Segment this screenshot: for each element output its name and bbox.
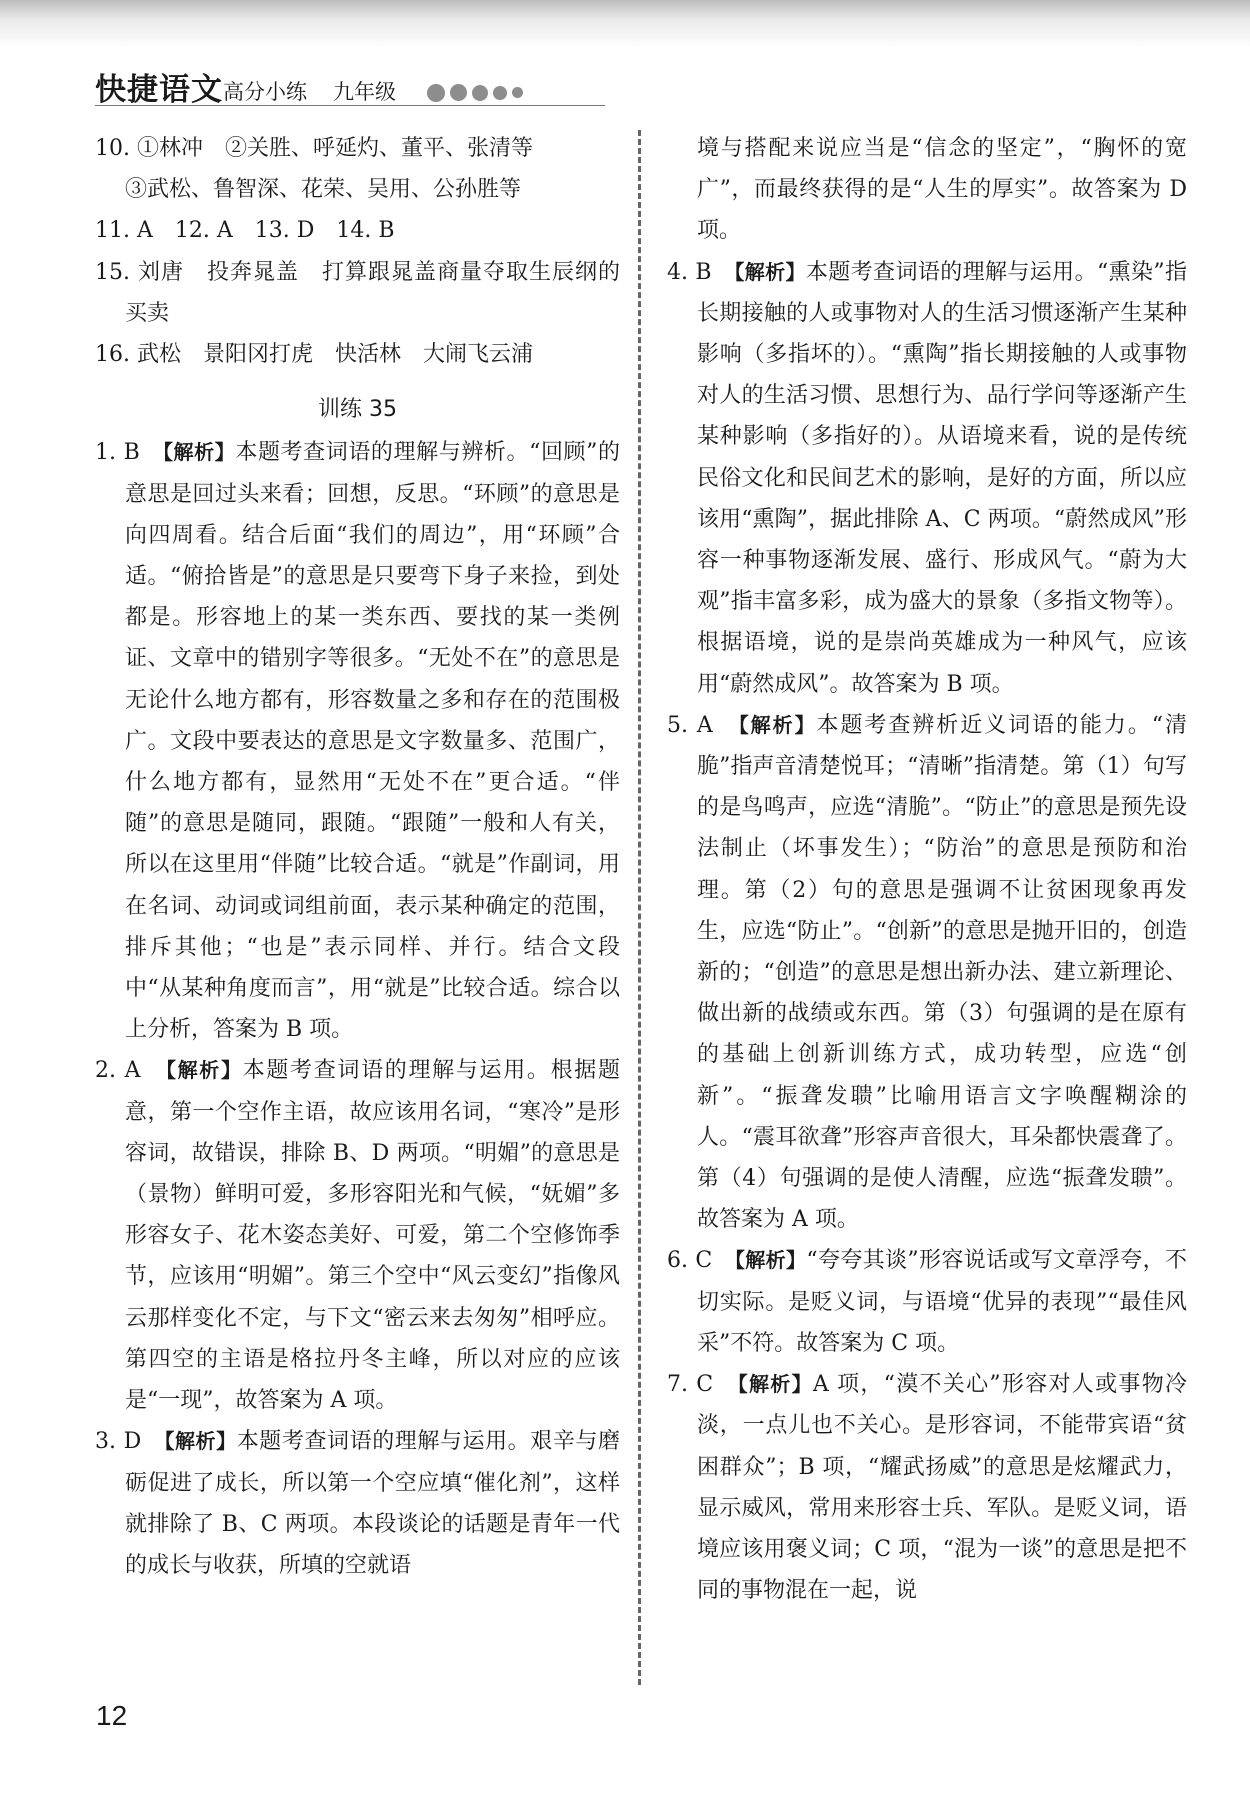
right-column [667, 128, 1187, 1611]
dot-icon [512, 87, 523, 98]
answer-3 [95, 1421, 620, 1586]
page-header [95, 70, 605, 110]
answer-number: 7. C [667, 1372, 738, 1398]
header-rule [95, 105, 605, 106]
answer-4 [667, 252, 1187, 705]
analysis-text: 本题考查辨析近义词语的能力。“清脆”指声音清楚悦耳；“清晰”指清楚。第（1）句写的是鸟鸣声，应选“清脆”。“防止”的意思是预先设法制止（坏事发生）；“防治”的意思是预防和治理。第（2）句的意思是强调不让贫困现象再发生，应选“防止”。“创新”的意思是抛开旧的，创造新的；“创造”的意思是想出新办法、建立新理论、做出新的战绩或东西。第（3）句强调的是在原有的基础上创新训练方式，成功转型，应选“创新”。“振聋发聩”比喻用语言文字唤醒糊涂的人。“震耳欲聋”形容声音很大，耳朵都快震聋了。第（4）句强调的是使人清醒，应选“振聋发聩”。故答案为 A 项。 [697, 712, 1187, 1233]
brand-title: 快捷语文 [95, 72, 223, 108]
answer-number: 5. A [667, 712, 739, 738]
answer-number: 2. A [95, 1058, 166, 1084]
analysis-text: A 项，“漠不关心”形容对人或事物冷淡，一点儿也不关心。是形容词，不能带宾语“贫困群众”；B 项，“耀武扬威”的意思是炫耀武力，显示威风，常用来形容士兵、军队。是贬义词，语境应该用褒义词；C 项，“混为一谈”的意思是把不同的事物混在一起，说 [697, 1372, 1187, 1604]
analysis-label: 【解析】 [734, 1248, 807, 1273]
grade-label: 九年级 [333, 80, 396, 104]
top-shadow-band [0, 0, 1250, 48]
answer-number: 6. C [667, 1248, 735, 1274]
analysis-label: 【解析】 [734, 259, 806, 284]
column-divider [638, 130, 641, 1685]
answer-3-continued: 境与搭配来说应当是“信念的坚定”，“胸怀的宽广”，而最终获得的是“人生的厚实”。故答案为 D 项。 [697, 136, 1187, 244]
analysis-text: 本题考查词语的理解与运用。“熏染”指长期接触的人或事物对人的生活习惯逐渐产生某种影响（多指坏的）。“熏陶”指长期接触的人或事物对人的生活习惯、思想行为、品行学问等逐渐产生某种影响（多指好的）。从语境来看，说的是传统民俗文化和民间艺术的影响，是好的方面，所以应该用“熏陶”，据此排除 A、C 两项。“蔚然成风”形容一种事物逐渐发展、盛行、形成风气。“蔚为大观”指丰富多彩，成为盛大的景象（多指文物等）。根据语境，说的是崇尚英雄成为一种风气，应该用“蔚然成风”。故答案为 B 项。 [697, 259, 1188, 697]
left-column [95, 128, 620, 1586]
answer-number: 4. B [667, 259, 735, 285]
answer-10-line2: ③武松、鲁智深、花荣、吴用、公孙胜等 [125, 177, 522, 203]
answer-5 [667, 705, 1187, 1241]
analysis-text: 本题考查词语的理解与运用。艰辛与磨砺促进了成长，所以第一个空应填“催化剂”，这样就排除了 B、C 两项。本段谈论的话题是青年一代的成长与收获，所填的空就语 [125, 1429, 620, 1578]
analysis-text: “夸夸其谈”形容说话或写文章浮夸，不切实际。是贬义词，与语境“优异的表现”“最佳风采”不符。故答案为 C 项。 [697, 1248, 1187, 1356]
answer-15: 15. 刘唐 投奔晁盖 打算跟晁盖商量夺取生辰纲的买卖 [95, 259, 620, 326]
analysis-label: 【解析】 [164, 1429, 237, 1454]
answer-6 [667, 1240, 1187, 1364]
difficulty-dots [427, 82, 528, 102]
answer-number: 1. B [95, 440, 163, 466]
analysis-label: 【解析】 [738, 712, 817, 737]
analysis-text: 本题考查词语的理解与辨析。“回顾”的意思是回过头来看；回想，反思。“环顾”的意思是向四周看。结合后面“我们的周边”，用“环顾”合适。“俯拾皆是”的意思是只要弯下身子来捡，到处都是。形容地上的某一类东西、要找的某一类例证、文章中的错别字等很多。“无处不在”的意思是无论什么地方都有，形容数量之多和存在的范围极广。文段中要表达的意思是文字数量多、范围广，什么地方都有，显然用“无处不在”更合适。“伴随”的意思是随同，跟随。“跟随”一般和人有关，所以在这里用“伴随”比较合适。“就是”作副词，用在名词、动词或词组前面，表示某种确定的范围，排斥其他；“也是”表示同样、并行。结合文段中“从某种角度而言”，用“就是”比较合适。综合以上分析，答案为 B 项。 [125, 440, 620, 1043]
dot-icon [493, 86, 507, 100]
page-number: 12 [96, 1700, 128, 1731]
answer-16: 16. 武松 景阳冈打虎 快活林 大闹飞云浦 [95, 342, 533, 368]
dot-icon [472, 85, 488, 101]
dot-icon [427, 84, 445, 102]
answer-1 [95, 432, 620, 1050]
analysis-label: 【解析】 [165, 1058, 243, 1083]
answer-2 [95, 1050, 620, 1421]
analysis-text: 本题考查词语的理解与运用。根据题意，第一个空作主语，故应该用名词，“寒冷”是形容词，故错误，排除 B、D 两项。“明媚”的意思是（景物）鲜明可爱，多形容阳光和气候，“妩媚”多形容女子、花木姿态美好、可爱，第二个空修饰季节，应该用“明媚”。第三个空中“风云变幻”指像风云那样变化不定，与下文“密云来去匆匆”相呼应。第四空的主语是格拉丹冬主峰，所以对应的应该是“一现”，故答案为 A 项。 [125, 1058, 620, 1414]
dot-icon [450, 84, 467, 101]
answer-10-line1: 10. ①林冲 ②关胜、呼延灼、董平、张清等 [95, 136, 533, 161]
section-title: 训练 35 [318, 397, 397, 423]
answer-number: 3. D [95, 1429, 165, 1455]
analysis-label: 【解析】 [162, 440, 236, 465]
analysis-label: 【解析】 [737, 1372, 813, 1397]
series-subtitle: 高分小练 [223, 80, 307, 104]
answer-7 [667, 1364, 1187, 1611]
answer-11-14: 11. A 12. A 13. D 14. B [95, 218, 395, 244]
